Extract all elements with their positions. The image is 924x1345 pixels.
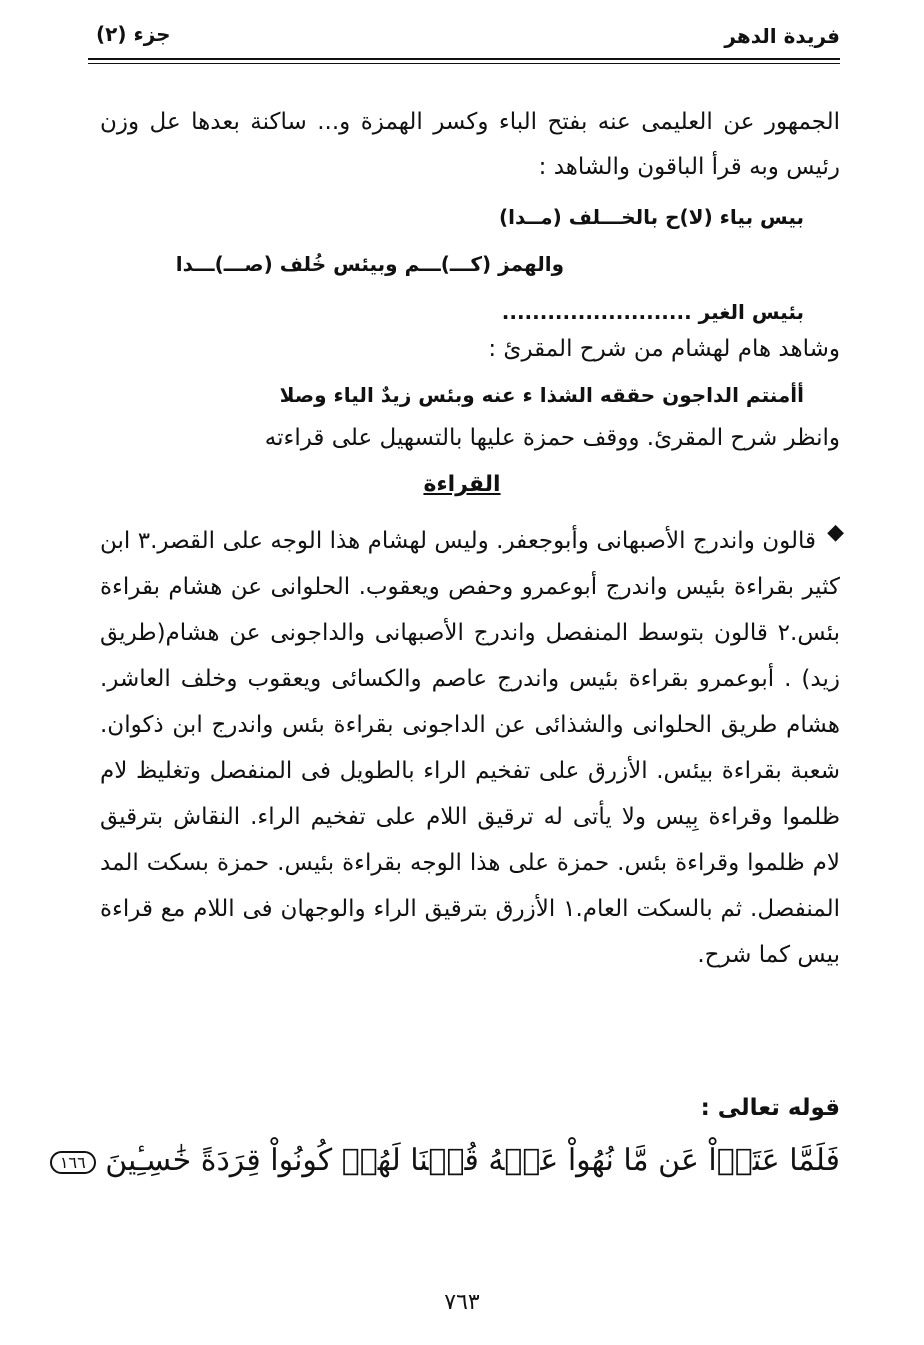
header-rule-thin: [88, 63, 840, 64]
section-title: القراءة: [423, 472, 501, 497]
volume-label: جزء (٢): [96, 22, 171, 46]
verse-line-4: أأمنتم الداجون حققه الشذا ء عنه وبئس زيدٌ الياء وصلا: [279, 383, 804, 407]
page-number: ٧٦٣: [444, 1290, 480, 1315]
book-title: فريدة الدهر: [724, 24, 840, 48]
paragraph-2: وشاهد هام لهشام من شرح المقرئ :: [488, 336, 840, 362]
readings-paragraph: قالون واندرج الأصبهانى وأبوجعفر. وليس لهشام هذا الوجه على القصر.٣ ابن كثير بقراءة بئيس واندرج أبوعمرو وحفص ويعقوب. الحلوانى عن هشام بقراءة بئس.٢ قالون بتوسط المنفصل واندرج الأصبهانى والداجونى عن هشام(طريق زيد) . أبوعمرو بقراءة بئيس واندرج عاصم والكسائى ويعقوب وخلف العاشر. هشام طريق الحلوانى والشذائى عن الداجونى بقراءة بئس واندرج ابن ذكوان. شعبة بقراءة بيئس. الأزرق على تفخيم الراء بالطويل فى المنفصل وتغليظ لام ظلموا وقراءة بِيس ولا يأتى له ترقيق اللام على تفخيم الراء. النقاش بترقيق لام ظلموا وقراءة بئس. حمزة على هذا الوجه بقراءة بئيس. حمزة بسكت المد المنفصل. ثم بالسكت العام.١ الأزرق بترقيق الراء والوجهان فى اللام مع قراءة بيس كما شرح.: [100, 528, 840, 968]
qawl-heading: قوله تعالى :: [700, 1095, 840, 1121]
ayah-number: ١٦٦: [50, 1151, 96, 1174]
header-rule: [88, 58, 840, 60]
paragraph-1: الجمهور عن العليمى عنه بفتح الباء وكسر الهمزة و... ساكنة بعدها عل وزن رئيس وبه قرأ الباقون والشاهد :: [100, 109, 840, 180]
ayah: [42, 1143, 840, 1178]
ayah-text: فَلَمَّا عَتَوۡاْ عَن مَّا نُهُواْ عَنۡهُ قُلۡنَا لَهُمۡ كُونُواْ قِرَدَةً خَٰسِـِٔينَ: [105, 1143, 840, 1178]
verse-line-2: والهمز (كـــ)ـــم وبيئس خُلف (صـــ)ـــدا: [175, 252, 564, 276]
paragraph-3: وانظر شرح المقرئ. ووقف حمزة عليها بالتسهيل على قراءته: [264, 425, 840, 451]
diamond-bullet-icon: ◆: [827, 520, 844, 545]
verse-line-3: بئيس الغير .........................: [501, 300, 804, 324]
verse-line-1: بيس بياء (لا)ح بالخـــلف (مــدا): [499, 205, 804, 229]
